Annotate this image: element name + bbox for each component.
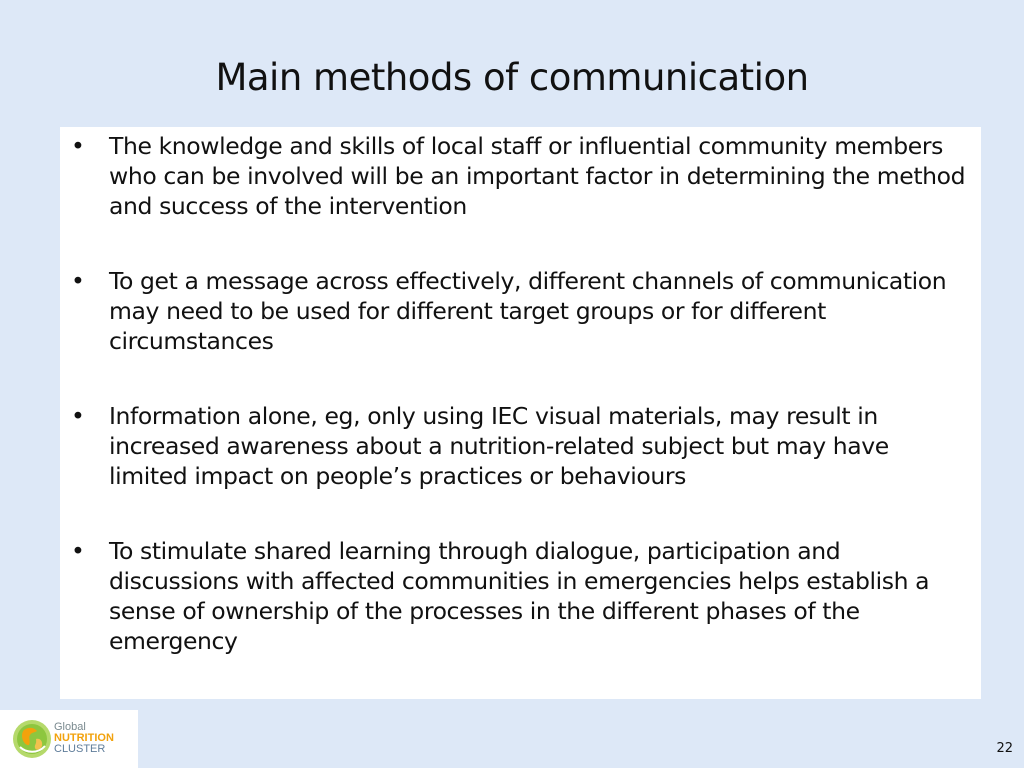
content-box	[60, 127, 981, 699]
page-number: 22	[996, 741, 1013, 756]
logo-line-cluster: CLUSTER	[54, 743, 106, 755]
bullet-item	[60, 131, 981, 221]
bullet-dot: •	[71, 132, 85, 160]
bullet-text: To get a message across effectively, different channels of communication may need to be used for different target groups or for different circumstances	[109, 267, 947, 355]
slide-title: Main methods of communication	[215, 56, 809, 99]
logo-line-global: Global	[54, 721, 86, 733]
bullet-item	[60, 401, 981, 491]
bullet-dot: •	[71, 537, 85, 565]
bullet-text: Information alone, eg, only using IEC visual materials, may result in increased awareness about a nutrition-related subject but may have limited impact on people’s practices or behaviours	[109, 402, 889, 490]
globe-icon	[12, 719, 52, 759]
bullet-text: The knowledge and skills of local staff or influential community members who can be involved will be an important factor in determining the method and success of the intervention	[109, 132, 966, 220]
bullet-text: To stimulate shared learning through dialogue, participation and discussions with affected communities in emergencies helps establish a sense of ownership of the processes in the different phases of the emergency	[109, 537, 930, 655]
bullet-item	[60, 266, 981, 356]
global-nutrition-cluster-logo	[0, 710, 138, 768]
bullet-list	[60, 131, 981, 701]
bullet-dot: •	[71, 402, 85, 430]
bullet-item	[60, 536, 981, 656]
logo-line-nutrition: NUTRITION	[54, 732, 114, 744]
logo-text	[54, 722, 114, 755]
bullet-dot: •	[71, 267, 85, 295]
